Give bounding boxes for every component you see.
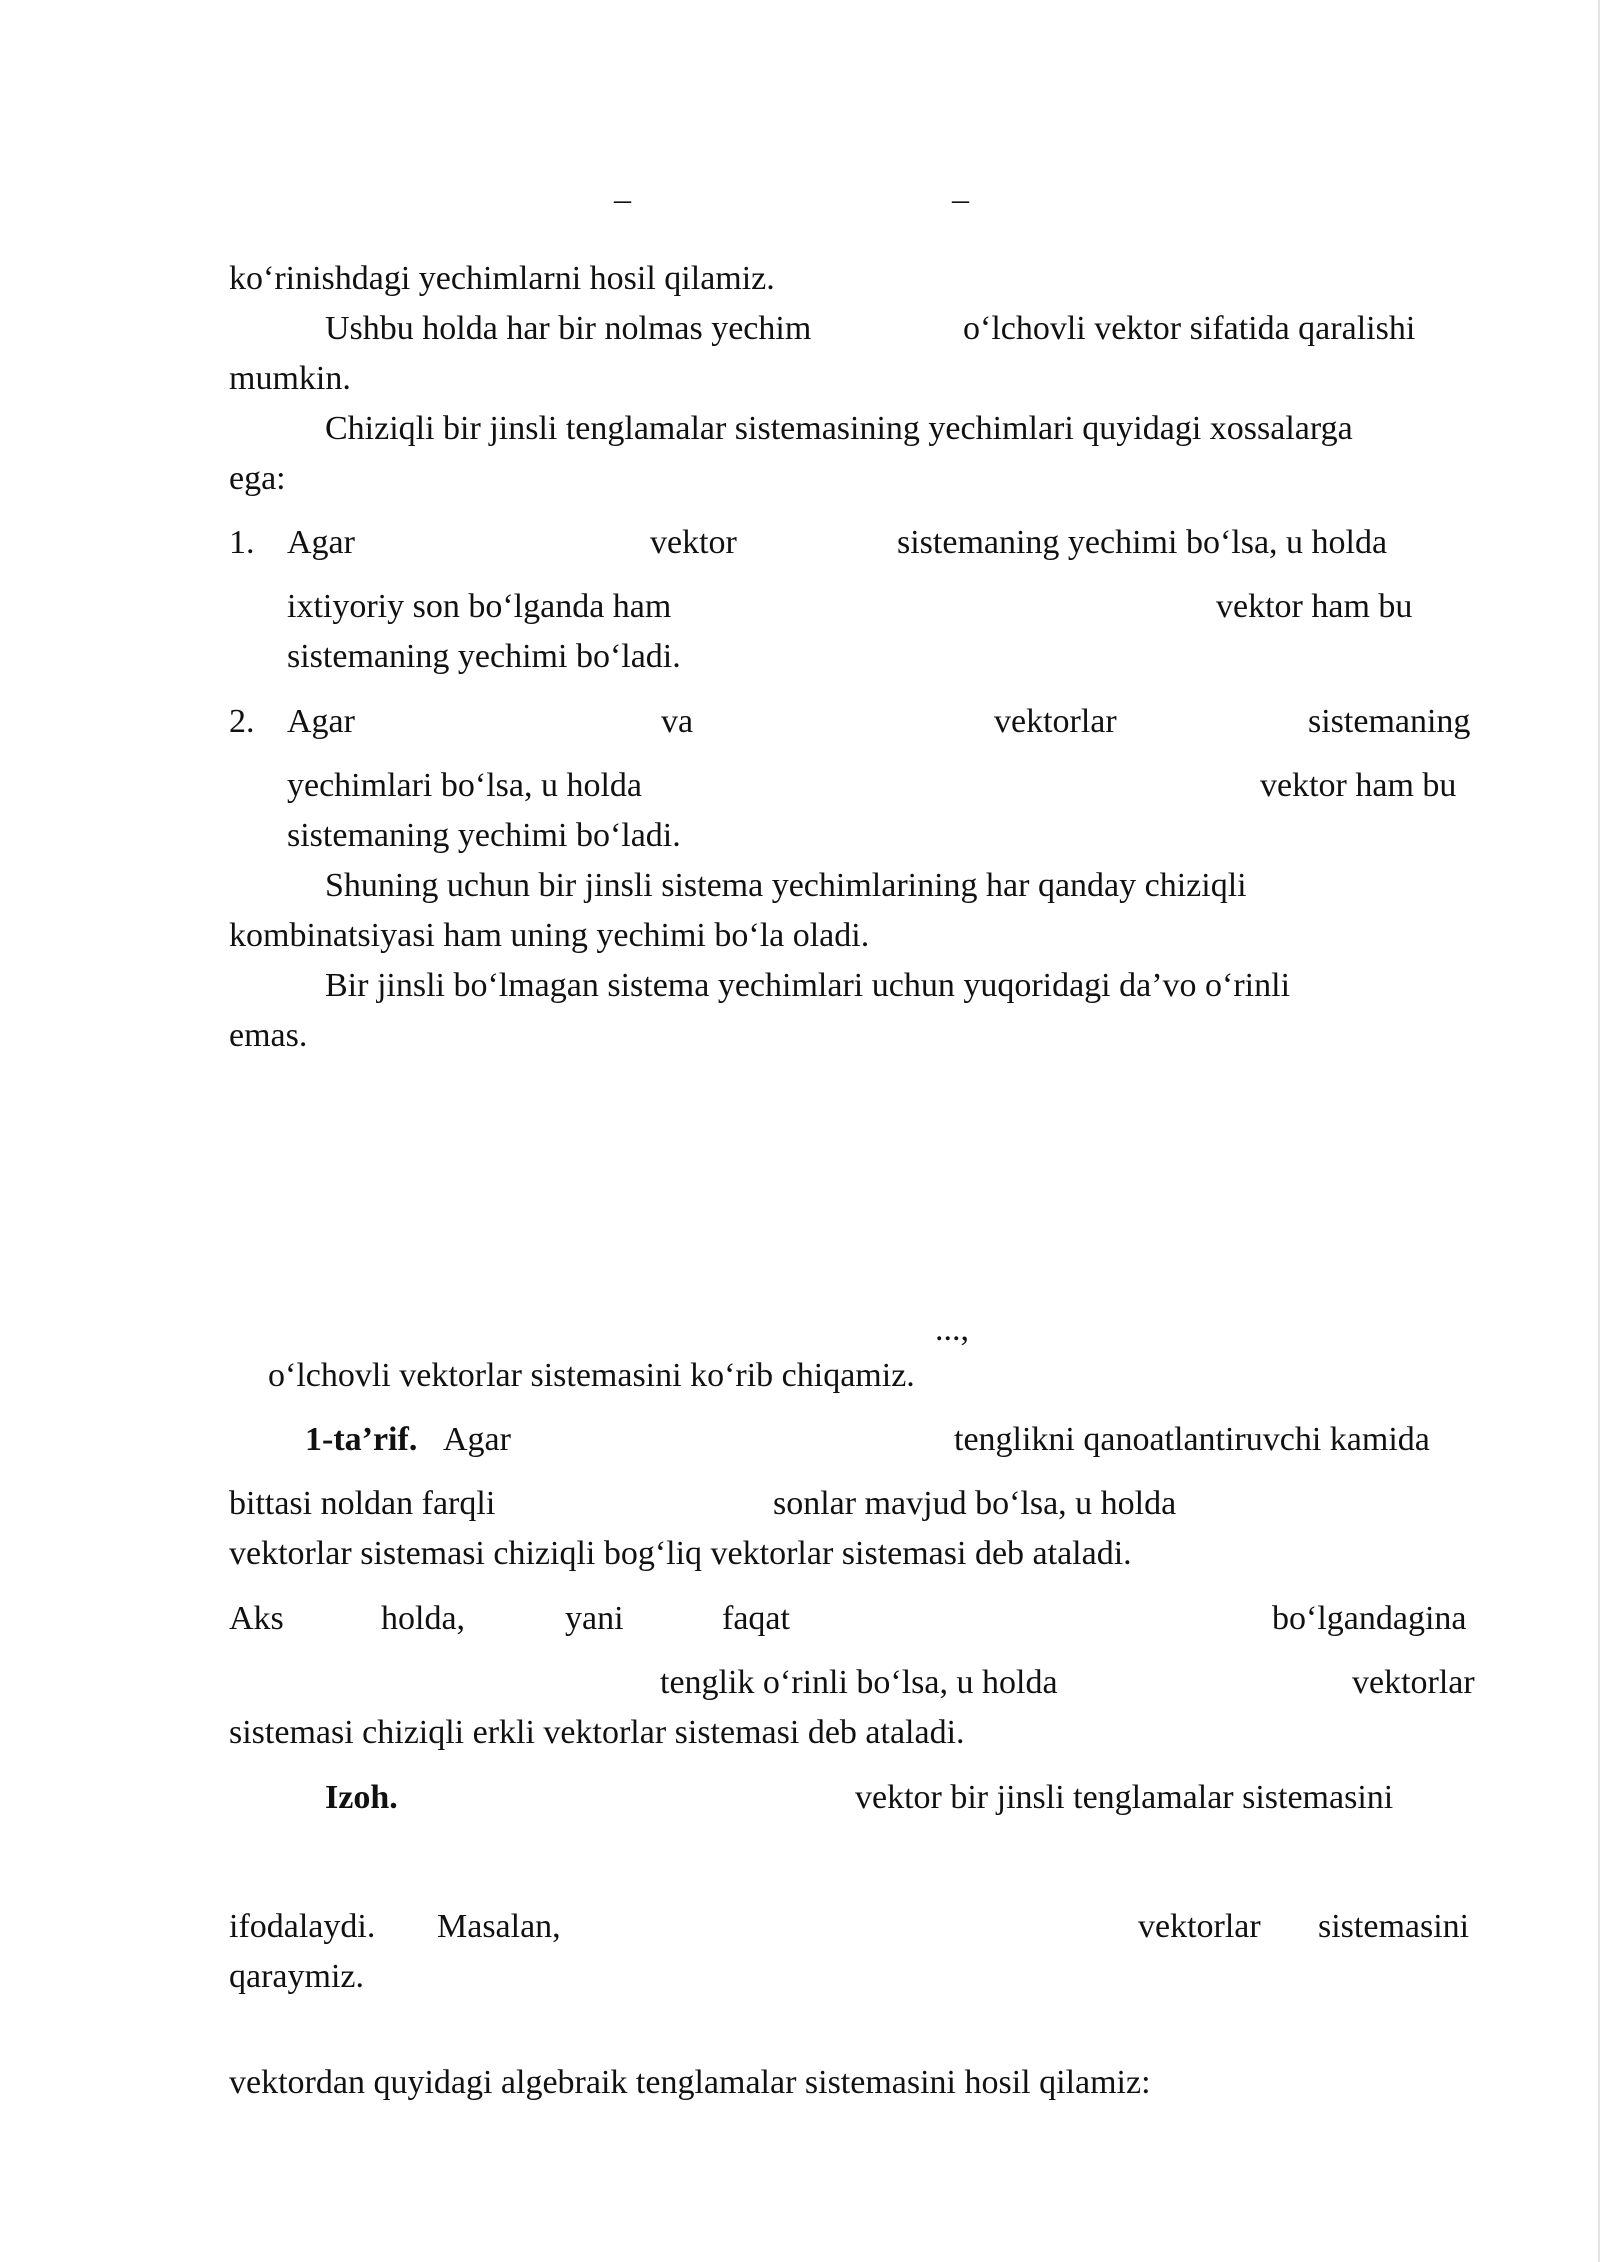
- text-fragment: vektor: [650, 524, 737, 561]
- text-line: Shuning uchun bir jinsli sistema yechimlarining har qanday chiziqli: [325, 867, 1247, 904]
- list-number: 2.: [229, 703, 255, 740]
- text-fragment: yani: [565, 1600, 624, 1637]
- text-fragment: Agar: [287, 703, 355, 740]
- text-fragment: Masalan,: [437, 1908, 561, 1945]
- text-line: mumkin.: [229, 360, 351, 397]
- text-fragment: Agar: [287, 524, 355, 561]
- text-line: oʻlchovli vektor sifatida qaralishi: [963, 310, 1416, 347]
- text-fragment: sonlar mavjud boʻlsa, u holda: [773, 1485, 1177, 1522]
- text-fragment: vektorlar: [1352, 1664, 1475, 1701]
- text-fragment: sistemaning: [1308, 703, 1471, 740]
- formula-dash: –: [952, 181, 969, 218]
- text-line: emas.: [229, 1017, 308, 1054]
- text-fragment: yechimlari boʻlsa, u holda: [287, 767, 643, 804]
- text-fragment: ifodalaydi.: [229, 1908, 376, 1945]
- text-line: Bir jinsli boʻlmagan sistema yechimlari uchun yuqoridagi da’vo oʻrinli: [325, 967, 1291, 1004]
- note-label: Izoh.: [325, 1779, 398, 1816]
- text-fragment: Aks: [229, 1600, 284, 1637]
- text-fragment: holda,: [381, 1600, 466, 1637]
- list-number: 1.: [229, 524, 255, 561]
- text-fragment: vektor ham bu: [1260, 767, 1457, 804]
- text-fragment: sistemaning yechimi boʻlsa, u holda: [897, 524, 1388, 561]
- formula-dash: –: [614, 181, 631, 218]
- text-line: sistemasi chiziqli erkli vektorlar sistemasi deb ataladi.: [229, 1714, 965, 1751]
- text-line: sistemaning yechimi boʻladi.: [287, 817, 681, 854]
- text-fragment: vektorlar: [1138, 1908, 1261, 1945]
- text-fragment: vektor ham bu: [1216, 588, 1413, 625]
- text-fragment: boʻlgandagina: [1272, 1600, 1467, 1637]
- text-fragment: tenglik oʻrinli boʻlsa, u holda: [660, 1664, 1058, 1701]
- text-fragment: vektor bir jinsli tenglamalar sistemasini: [855, 1779, 1394, 1816]
- text-fragment: Agar: [443, 1421, 511, 1458]
- text-line: oʻlchovli vektorlar sistemasini koʻrib chiqamiz.: [268, 1357, 915, 1394]
- text-fragment: bittasi noldan farqli: [229, 1485, 496, 1522]
- ellipsis: ...,: [935, 1311, 969, 1348]
- text-line: sistemaning yechimi boʻladi.: [287, 638, 681, 675]
- text-fragment: ixtiyoriy son boʻlganda ham: [287, 588, 672, 625]
- definition-label: 1-ta’rif.: [305, 1421, 418, 1458]
- text-line: vektordan quyidagi algebraik tenglamalar sistemasini hosil qilamiz:: [229, 2064, 1151, 2101]
- text-line: Ushbu holda har bir nolmas yechim: [325, 310, 812, 347]
- text-fragment: faqat: [722, 1600, 790, 1637]
- text-line: vektorlar sistemasi chiziqli bogʻliq vektorlar sistemasi deb ataladi.: [229, 1535, 1132, 1572]
- text-fragment: sistemasini: [1318, 1908, 1470, 1945]
- text-fragment: vektorlar: [994, 703, 1117, 740]
- text-fragment: va: [661, 703, 694, 740]
- text-line: koʻrinishdagi yechimlarni hosil qilamiz.: [229, 260, 775, 297]
- text-line: kombinatsiyasi ham uning yechimi boʻla oladi.: [229, 917, 870, 954]
- text-line: qaraymiz.: [229, 1958, 364, 1995]
- text-line: ega:: [229, 460, 286, 497]
- text-fragment: tenglikni qanoatlantiruvchi kamida: [954, 1421, 1430, 1458]
- text-line: Chiziqli bir jinsli tenglamalar sistemasining yechimlari quyidagi xossalarga: [325, 410, 1353, 447]
